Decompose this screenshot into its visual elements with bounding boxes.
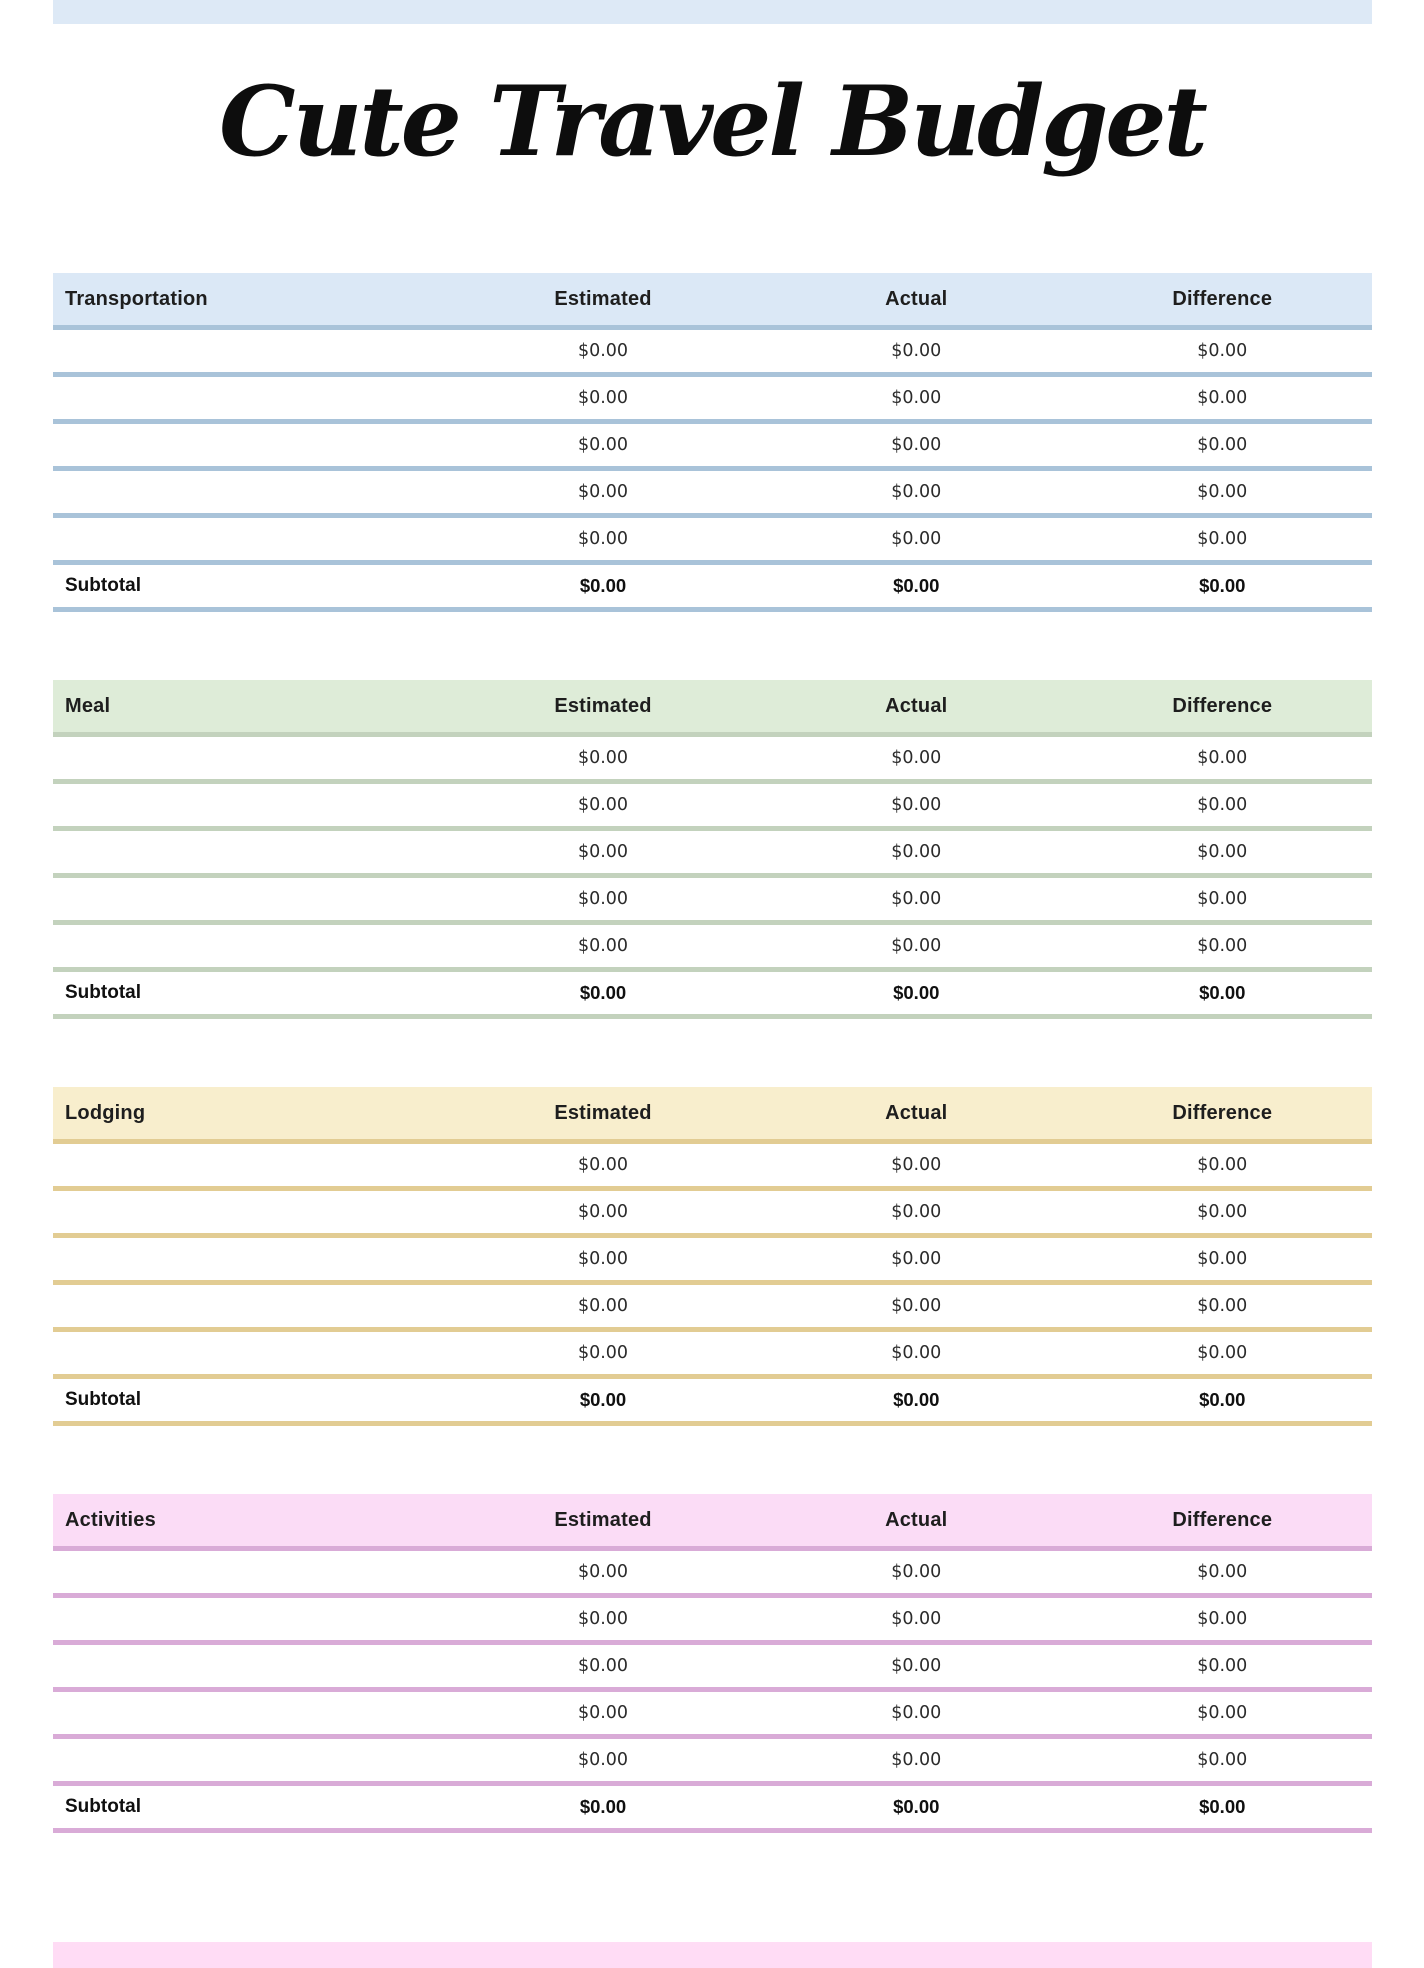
subtotal-row <box>53 1786 1372 1828</box>
cell-difference: $0.00 <box>1199 1389 1246 1410</box>
column-header-estimated: Estimated <box>554 1101 652 1124</box>
table-row <box>53 878 1372 920</box>
cell-difference: $0.00 <box>1197 748 1248 768</box>
budget-section-lodging <box>53 1087 1372 1426</box>
cell-difference: $0.00 <box>1197 1249 1248 1269</box>
cell-actual: $0.00 <box>891 529 942 549</box>
cell-estimated: $0.00 <box>577 1656 629 1676</box>
cell-difference: $0.00 <box>1197 1656 1248 1676</box>
top-accent-band <box>53 0 1372 24</box>
cell-actual: $0.00 <box>891 1155 942 1175</box>
cell-difference: $0.00 <box>1197 1155 1248 1175</box>
table-row <box>53 1598 1372 1640</box>
cell-actual: $0.00 <box>891 1202 942 1222</box>
column-header-difference: Difference <box>1172 1101 1273 1124</box>
table-row <box>53 831 1372 873</box>
cell-estimated: $0.00 <box>577 529 629 549</box>
table-row <box>53 330 1372 372</box>
table-row <box>53 518 1372 560</box>
cell-actual: $0.00 <box>891 388 942 408</box>
section-header-row <box>53 680 1372 732</box>
subtotal-row <box>53 1379 1372 1421</box>
cell-estimated: $0.00 <box>577 1750 629 1770</box>
column-header-difference: Difference <box>1172 287 1273 310</box>
cell-actual: $0.00 <box>893 1796 940 1817</box>
cell-difference: $0.00 <box>1197 529 1248 549</box>
table-row <box>53 1551 1372 1593</box>
cell-difference: $0.00 <box>1199 982 1246 1003</box>
column-header-actual: Actual <box>885 287 948 310</box>
budget-section-meal <box>53 680 1372 1019</box>
table-row <box>53 1332 1372 1374</box>
section-header-row <box>53 1494 1372 1546</box>
cell-difference: $0.00 <box>1197 1703 1248 1723</box>
cell-actual: $0.00 <box>891 1343 942 1363</box>
cell-actual: $0.00 <box>891 1296 942 1316</box>
cell-actual: $0.00 <box>893 575 940 596</box>
subtotal-row <box>53 565 1372 607</box>
budget-section-transportation <box>53 273 1372 612</box>
cell-difference: $0.00 <box>1197 842 1248 862</box>
table-row <box>53 1144 1372 1186</box>
cell-actual: $0.00 <box>891 795 942 815</box>
cell-actual: $0.00 <box>891 1656 942 1676</box>
page-title: Cute Travel Budget <box>219 65 1205 178</box>
cell-estimated: $0.00 <box>577 388 629 408</box>
table-row <box>53 1285 1372 1327</box>
cell-actual: $0.00 <box>891 936 942 956</box>
cell-actual: $0.00 <box>891 889 942 909</box>
cell-estimated: $0.00 <box>577 1296 629 1316</box>
budget-tables <box>53 273 1372 1901</box>
table-row <box>53 1191 1372 1233</box>
cell-actual: $0.00 <box>891 1562 942 1582</box>
cell-actual: $0.00 <box>891 1703 942 1723</box>
column-header-estimated: Estimated <box>554 694 652 717</box>
cell-difference: $0.00 <box>1197 1609 1248 1629</box>
subtotal-label: Subtotal <box>65 1796 141 1817</box>
cell-difference: $0.00 <box>1197 435 1248 455</box>
cell-actual: $0.00 <box>891 435 942 455</box>
cell-estimated: $0.00 <box>577 1609 629 1629</box>
table-row <box>53 1692 1372 1734</box>
column-header-difference: Difference <box>1172 1508 1273 1531</box>
cell-difference: $0.00 <box>1197 482 1248 502</box>
cell-estimated: $0.00 <box>577 1562 629 1582</box>
cell-difference: $0.00 <box>1197 1562 1248 1582</box>
cell-estimated: $0.00 <box>577 748 629 768</box>
cell-difference: $0.00 <box>1199 1796 1246 1817</box>
cell-estimated: $0.00 <box>577 1343 629 1363</box>
cell-actual: $0.00 <box>891 1249 942 1269</box>
table-row <box>53 377 1372 419</box>
table-row <box>53 784 1372 826</box>
section-bottom-border <box>53 1014 1372 1019</box>
table-row <box>53 1739 1372 1781</box>
cell-difference: $0.00 <box>1199 575 1246 596</box>
cell-estimated: $0.00 <box>577 1202 629 1222</box>
cell-actual: $0.00 <box>891 748 942 768</box>
cell-estimated: $0.00 <box>577 795 629 815</box>
cell-estimated: $0.00 <box>577 482 629 502</box>
cell-difference: $0.00 <box>1197 1296 1248 1316</box>
cell-estimated: $0.00 <box>579 1796 627 1817</box>
table-row <box>53 1238 1372 1280</box>
column-header-estimated: Estimated <box>554 1508 652 1531</box>
section-name: Activities <box>65 1508 156 1531</box>
cell-actual: $0.00 <box>891 842 942 862</box>
section-bottom-border <box>53 607 1372 612</box>
cell-actual: $0.00 <box>891 341 942 361</box>
cell-actual: $0.00 <box>893 1389 940 1410</box>
cell-difference: $0.00 <box>1197 795 1248 815</box>
table-row <box>53 925 1372 967</box>
table-row <box>53 737 1372 779</box>
section-header-row <box>53 1087 1372 1139</box>
subtotal-label: Subtotal <box>65 575 141 596</box>
section-header-row <box>53 273 1372 325</box>
cell-difference: $0.00 <box>1197 1750 1248 1770</box>
table-row <box>53 1645 1372 1687</box>
cell-estimated: $0.00 <box>577 1249 629 1269</box>
budget-section-activities <box>53 1494 1372 1833</box>
column-header-difference: Difference <box>1172 694 1273 717</box>
subtotal-label: Subtotal <box>65 982 141 1003</box>
cell-difference: $0.00 <box>1197 1343 1248 1363</box>
cell-estimated: $0.00 <box>577 1155 629 1175</box>
cell-actual: $0.00 <box>891 482 942 502</box>
cell-estimated: $0.00 <box>577 936 629 956</box>
cell-difference: $0.00 <box>1197 341 1248 361</box>
cell-estimated: $0.00 <box>579 982 627 1003</box>
cell-difference: $0.00 <box>1197 388 1248 408</box>
cell-estimated: $0.00 <box>577 889 629 909</box>
cell-difference: $0.00 <box>1197 936 1248 956</box>
column-header-actual: Actual <box>885 694 948 717</box>
column-header-actual: Actual <box>885 1508 948 1531</box>
section-name: Lodging <box>65 1101 146 1124</box>
section-bottom-border <box>53 1828 1372 1833</box>
cell-estimated: $0.00 <box>579 1389 627 1410</box>
subtotal-label: Subtotal <box>65 1389 141 1410</box>
cell-estimated: $0.00 <box>577 435 629 455</box>
cell-estimated: $0.00 <box>577 1703 629 1723</box>
section-name: Transportation <box>65 287 208 310</box>
cell-actual: $0.00 <box>893 982 940 1003</box>
section-bottom-border <box>53 1421 1372 1426</box>
subtotal-row <box>53 972 1372 1014</box>
cell-estimated: $0.00 <box>579 575 627 596</box>
cell-actual: $0.00 <box>891 1609 942 1629</box>
section-name: Meal <box>65 694 111 717</box>
cell-difference: $0.00 <box>1197 1202 1248 1222</box>
cell-actual: $0.00 <box>891 1750 942 1770</box>
cell-estimated: $0.00 <box>577 842 629 862</box>
bottom-accent-band <box>53 1942 1372 1968</box>
column-header-actual: Actual <box>885 1101 948 1124</box>
cell-estimated: $0.00 <box>577 341 629 361</box>
cell-difference: $0.00 <box>1197 889 1248 909</box>
column-header-estimated: Estimated <box>554 287 652 310</box>
table-row <box>53 471 1372 513</box>
table-row <box>53 424 1372 466</box>
